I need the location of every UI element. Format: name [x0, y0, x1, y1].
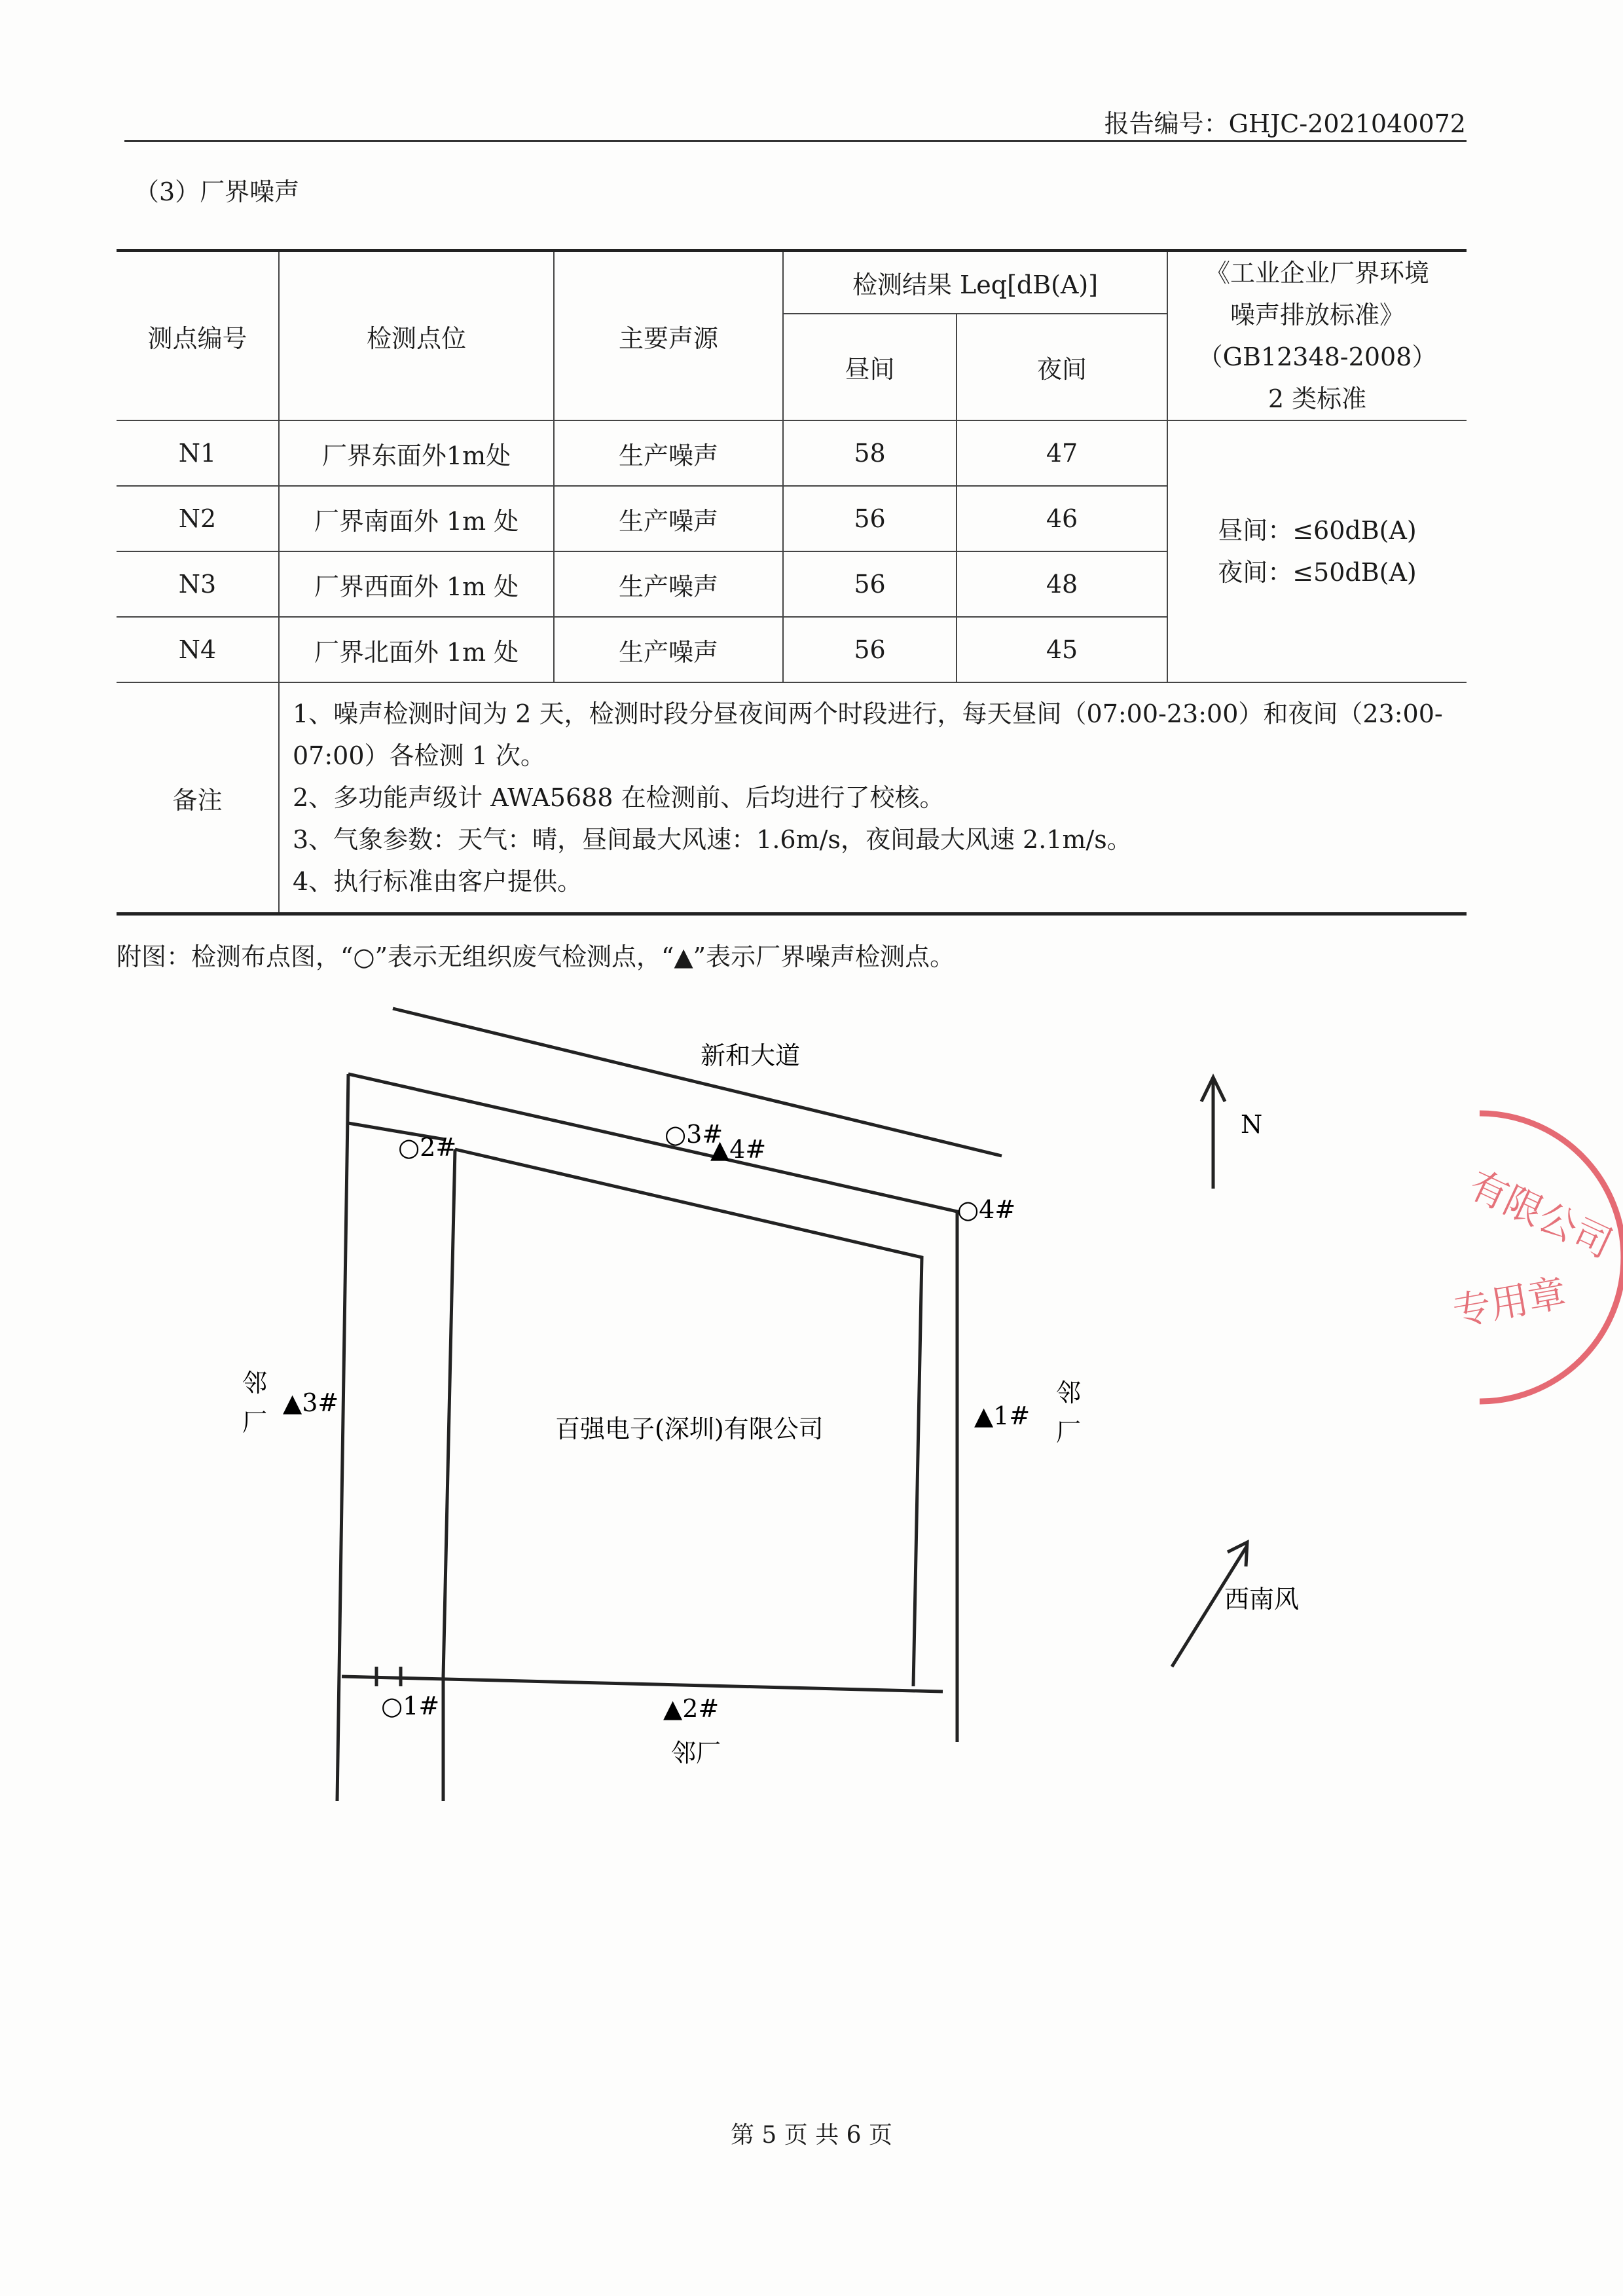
remark-line: 2、多功能声级计 AWA5688 在检测前、后均进行了校核。 — [293, 783, 945, 812]
neighbor-east-label: 厂 — [1056, 1418, 1082, 1447]
section-title: （3）厂界噪声 — [134, 177, 300, 206]
cell-source: 生产噪声 — [554, 486, 783, 551]
figure-caption: 附图：检测布点图，“○”表示无组织废气检测点，“▲”表示厂界噪声检测点。 — [117, 942, 955, 971]
cell-location: 厂界南面外 1m 处 — [279, 486, 554, 551]
point-o2: ○2# — [398, 1133, 457, 1162]
point-o3: ○3# — [665, 1120, 723, 1149]
seal-text-bottom: 专用章 — [1449, 1270, 1570, 1335]
header-day: 昼间 — [783, 314, 957, 420]
cell-day: 56 — [783, 617, 957, 682]
cell-id: N3 — [117, 551, 279, 617]
standard-line: 《工业企业厂界环境 — [1205, 259, 1429, 287]
cell-id: N1 — [117, 420, 279, 486]
site-south-boundary — [342, 1676, 943, 1692]
standard-line: 噪声排放标准》 — [1230, 301, 1404, 329]
neighbor-east-label: 邻 — [1056, 1379, 1082, 1407]
cell-night: 48 — [957, 551, 1167, 617]
building-west-wall — [443, 1149, 455, 1676]
neighbor-west-label: 邻 — [242, 1369, 268, 1398]
remark-line: 4、执行标准由客户提供。 — [293, 867, 583, 896]
cell-day: 56 — [783, 486, 957, 551]
cell-source: 生产噪声 — [554, 551, 783, 617]
wind-label: 西南风 — [1224, 1585, 1300, 1614]
point-t4: ▲4# — [710, 1135, 767, 1164]
limit-day: 昼间：≤60dB(A) — [1218, 516, 1417, 545]
report-number: 报告编号：GHJC-2021040072 — [1104, 109, 1466, 138]
neighbor-west-label: 厂 — [242, 1408, 268, 1437]
cell-night: 45 — [957, 617, 1167, 682]
point-t1: ▲1# — [974, 1401, 1030, 1430]
standard-line: （GB12348-2008） — [1197, 343, 1437, 371]
header-source: 主要声源 — [554, 251, 783, 421]
remark-line: 3、气象参数：天气：晴，昼间最大风速：1.6m/s，夜间最大风速 2.1m/s。 — [293, 825, 1132, 854]
seal-text-top: 有限公司 — [1462, 1162, 1619, 1267]
cell-id: N2 — [117, 486, 279, 551]
cell-location: 厂界东面外1m处 — [279, 420, 554, 486]
cell-day: 56 — [783, 551, 957, 617]
neighbor-south-label: 邻厂 — [671, 1739, 721, 1768]
header-point-no: 测点编号 — [117, 251, 279, 421]
point-o1: ○1# — [381, 1692, 440, 1720]
point-t2: ▲2# — [663, 1694, 720, 1723]
site-west-boundary — [337, 1074, 348, 1801]
standard-line: 2 类标准 — [1267, 384, 1367, 413]
site-outer-boundary — [348, 1074, 957, 1742]
remarks-label: 备注 — [117, 682, 279, 914]
cell-night: 47 — [957, 420, 1167, 486]
cell-night: 46 — [957, 486, 1167, 551]
header-result: 检测结果 Leq[dB(A)] — [783, 251, 1167, 314]
cell-location: 厂界西面外 1m 处 — [279, 551, 554, 617]
cell-source: 生产噪声 — [554, 420, 783, 486]
company-seal — [1427, 1100, 1623, 1421]
limit-night: 夜间：≤50dB(A) — [1218, 558, 1417, 587]
company-label: 百强电子(深圳)有限公司 — [555, 1415, 824, 1443]
cell-source: 生产噪声 — [554, 617, 783, 682]
point-t3: ▲3# — [283, 1388, 339, 1417]
remark-line: 1、噪声检测时间为 2 天，检测时段分昼夜间两个时段进行，每天昼间（07:00-23:00）和夜间（23:00-07:00）各检测 1 次。 — [293, 699, 1443, 770]
cell-location: 厂界北面外 1m 处 — [279, 617, 554, 682]
point-o4: ○4# — [957, 1195, 1016, 1224]
cell-day: 58 — [783, 420, 957, 486]
header-location: 检测点位 — [279, 251, 554, 421]
cell-id: N4 — [117, 617, 279, 682]
north-label: N — [1241, 1110, 1263, 1139]
header-night: 夜间 — [957, 314, 1167, 420]
page-footer: 第 5 页 共 6 页 — [730, 2122, 893, 2149]
road-label: 新和大道 — [701, 1041, 801, 1070]
